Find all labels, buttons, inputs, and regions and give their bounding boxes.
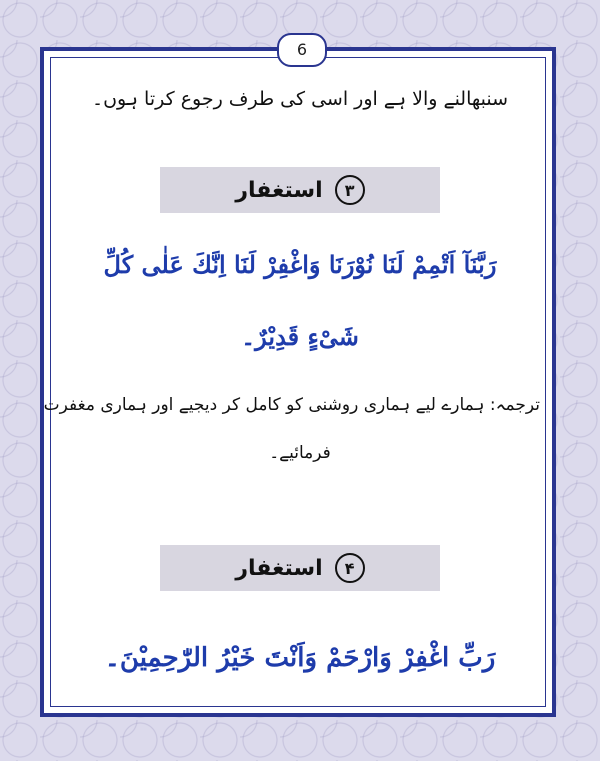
intro-line: سنبھالنے والا ہے اور اسی کی طرف رجوع کرتا ہوں۔ xyxy=(91,88,509,110)
section-3-heading xyxy=(160,167,440,213)
section-3-number: ۳ xyxy=(335,175,365,205)
section-3-translation-line-2: فرمائیے۔ xyxy=(269,443,331,463)
section-3-arabic-line-2: شَیْءٍ قَدِیْرٌ۔ xyxy=(241,322,359,351)
page-number: 6 xyxy=(277,33,327,67)
section-3-title: استغفار xyxy=(235,177,323,203)
section-4-heading xyxy=(160,545,440,591)
section-4-arabic-line-1: رَبِّ اغْفِرْ وَارْحَمْ وَاَنْتَ خَیْرُ الرّٰحِمِیْنَ۔ xyxy=(104,643,496,673)
page-frame xyxy=(40,47,556,717)
section-3-translation-line-1: ترجمہ: ہمارے لیے ہماری روشنی کو کامل کر دیجیے اور ہماری مغفرت xyxy=(43,395,540,415)
section-4-number: ۴ xyxy=(335,553,365,583)
section-4-title: استغفار xyxy=(235,555,323,581)
inner-frame-border xyxy=(43,57,546,707)
section-3-arabic-line-1: رَبَّنَآ اَتْمِمْ لَنَا نُوْرَنَا وَاغْفِرْ لَنَا اِنَّكَ عَلٰى كُلِّ xyxy=(103,250,497,279)
